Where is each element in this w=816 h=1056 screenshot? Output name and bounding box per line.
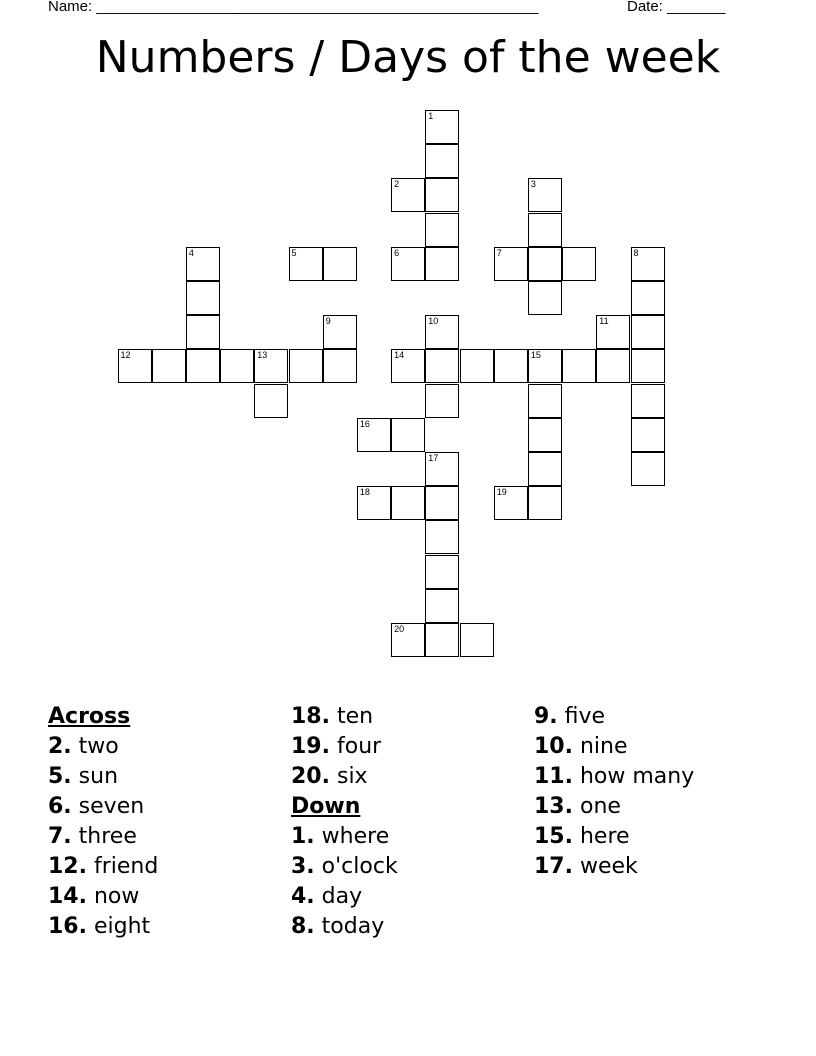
name-line: Name: _____________________________________________________ [48,0,539,15]
grid-cell[interactable] [425,555,459,589]
cell-number: 13 [257,350,268,361]
grid-cell[interactable] [631,349,665,383]
cell-number: 16 [359,418,370,429]
grid-cell[interactable] [289,247,323,281]
clue-down-13 [534,792,774,822]
clue-down-3 [291,852,531,882]
grid-cell[interactable] [631,384,665,418]
clue-down-8 [291,912,531,942]
grid-cell[interactable] [425,110,459,144]
grid-cell[interactable] [357,418,391,452]
clue-number: 8. [291,914,315,939]
grid-cell[interactable] [425,589,459,623]
grid-cell[interactable] [186,349,220,383]
clue-across-2 [48,732,288,762]
grid-cell[interactable] [528,281,562,315]
grid-cell[interactable] [631,452,665,486]
grid-cell[interactable] [425,213,459,247]
grid-cell[interactable] [391,418,425,452]
clue-text: one [579,794,621,819]
clue-text: five [564,704,606,729]
grid-cell[interactable] [425,384,459,418]
clue-number: 15. [534,824,573,849]
clue-text: today [321,914,385,939]
grid-cell[interactable] [631,281,665,315]
clue-across-19 [291,732,531,762]
clue-number: 2. [48,734,72,759]
cell-number: 19 [496,487,507,498]
cell-number: 4 [188,247,194,258]
clue-text: o'clock [321,854,398,879]
grid-cell[interactable] [425,315,459,349]
clue-across-14 [48,882,288,912]
grid-cell[interactable] [254,349,288,383]
clue-number: 20. [291,764,330,789]
clue-number: 14. [48,884,87,909]
grid-cell[interactable] [528,213,562,247]
across-heading: Across [48,704,131,729]
grid-cell[interactable] [528,247,562,281]
grid-cell[interactable] [323,315,357,349]
grid-cell[interactable] [391,486,425,520]
grid-cell[interactable] [425,144,459,178]
clue-text: where [321,824,390,849]
clue-text: four [336,734,382,759]
clue-column-2 [291,702,531,942]
grid-cell[interactable] [631,315,665,349]
grid-cell[interactable] [425,452,459,486]
clue-text: ten [336,704,374,729]
clue-down-11 [534,762,774,792]
grid-cell[interactable] [391,178,425,212]
clue-across-20 [291,762,531,792]
cell-number: 17 [428,453,439,463]
grid-cell[interactable] [323,247,357,281]
clue-text: three [78,824,137,849]
grid-cell[interactable] [528,178,562,212]
clue-number: 11. [534,764,573,789]
clue-number: 12. [48,854,87,879]
clue-number: 16. [48,914,87,939]
clue-number: 17. [534,854,573,879]
page-title: Numbers / Days of the week [95,32,721,83]
grid-cell[interactable] [186,247,220,281]
clue-number: 6. [48,794,72,819]
cell-number: 5 [291,247,297,258]
clue-text: sun [78,764,119,789]
grid-cell[interactable] [425,520,459,554]
clue-number: 19. [291,734,330,759]
grid-cell[interactable] [528,486,562,520]
cell-number: 3 [530,179,536,190]
grid-cell[interactable] [528,418,562,452]
grid-cell[interactable] [391,623,425,657]
grid-cell[interactable] [528,452,562,486]
clue-text: nine [579,734,628,759]
grid-cell[interactable] [596,315,630,349]
date-line: Date: _______ [627,0,726,15]
clue-across-16 [48,912,288,942]
grid-cell[interactable] [460,349,494,383]
cell-number: 9 [325,316,331,327]
grid-cell[interactable] [562,247,596,281]
clue-text: week [579,854,638,879]
down-heading: Down [291,794,361,819]
clue-across-18 [291,702,531,732]
grid-cell[interactable] [391,349,425,383]
cell-number: 1 [428,111,434,121]
grid-cell[interactable] [596,349,630,383]
clue-text: friend [93,854,159,879]
cell-number: 20 [394,624,405,634]
clue-number: 1. [291,824,315,849]
grid-cell[interactable] [323,349,357,383]
grid-cell[interactable] [494,486,528,520]
clue-down-1 [291,822,531,852]
clue-number: 3. [291,854,315,879]
clue-number: 4. [291,884,315,909]
cell-number: 12 [120,350,131,361]
clue-text: how many [579,764,695,789]
clue-across-12 [48,852,288,882]
cell-number: 6 [394,247,400,258]
clue-text: now [93,884,140,909]
grid-cell[interactable] [425,349,459,383]
grid-cell[interactable] [562,349,596,383]
grid-cell[interactable] [460,623,494,657]
grid-cell[interactable] [631,418,665,452]
clue-text: six [336,764,368,789]
clue-number: 13. [534,794,573,819]
clue-text: two [78,734,119,759]
grid-cell[interactable] [528,349,562,383]
clue-down-10 [534,732,774,762]
clue-text: here [579,824,630,849]
cell-number: 7 [496,247,502,258]
grid-cell[interactable] [494,349,528,383]
grid-cell[interactable] [186,281,220,315]
clue-down-9 [534,702,774,732]
cell-number: 18 [359,487,370,498]
clue-across-5 [48,762,288,792]
grid-cell[interactable] [254,384,288,418]
grid-cell[interactable] [118,349,152,383]
clue-text: seven [78,794,145,819]
grid-cell[interactable] [152,349,186,383]
cell-number: 8 [633,247,639,258]
grid-cell[interactable] [391,247,425,281]
grid-cell[interactable] [425,178,459,212]
clue-number: 7. [48,824,72,849]
clue-across-6 [48,792,288,822]
grid-cell[interactable] [631,247,665,281]
clue-down-15 [534,822,774,852]
clue-down-17 [534,852,774,882]
cell-number: 11 [599,316,609,327]
clue-across-7 [48,822,288,852]
clue-number: 9. [534,704,558,729]
cell-number: 14 [394,350,405,361]
grid-cell[interactable] [357,486,391,520]
grid-cell[interactable] [528,384,562,418]
grid-cell[interactable] [289,349,323,383]
grid-cell[interactable] [425,623,459,657]
grid-cell[interactable] [494,247,528,281]
cell-number: 2 [394,179,400,190]
clue-column-1 [48,702,288,942]
clue-text: eight [93,914,151,939]
cell-number: 15 [530,350,541,361]
grid-cell[interactable] [425,247,459,281]
clue-down-4 [291,882,531,912]
cell-number: 10 [428,316,439,327]
clue-number: 5. [48,764,72,789]
clue-text: day [321,884,363,909]
grid-cell[interactable] [425,486,459,520]
grid-cell[interactable] [220,349,254,383]
clue-number: 18. [291,704,330,729]
clue-number: 10. [534,734,573,759]
grid-cell[interactable] [186,315,220,349]
clue-column-3 [534,702,774,882]
